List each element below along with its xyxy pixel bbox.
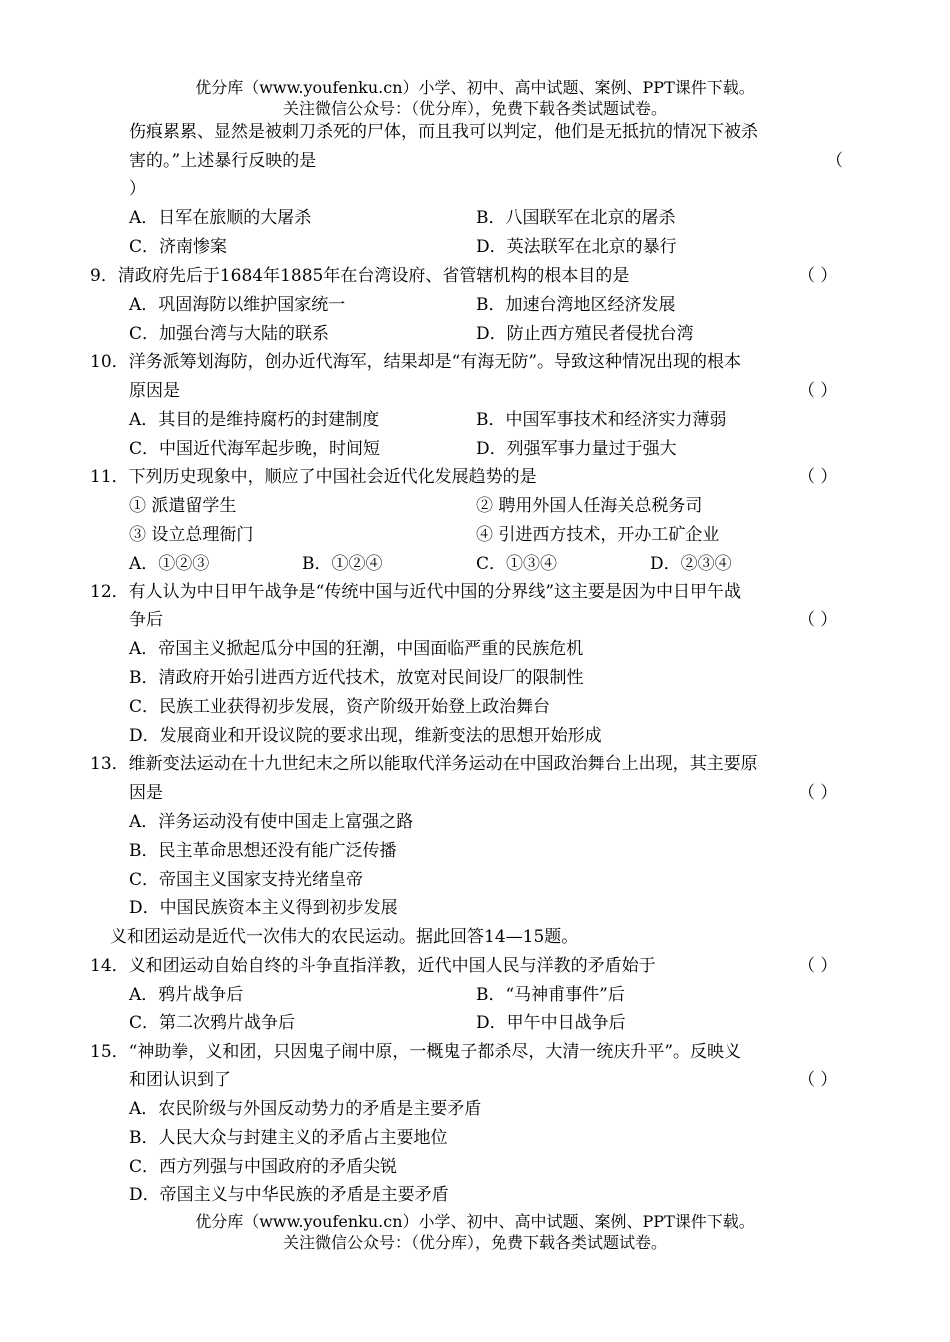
q11-item-1: ① 派遣留学生 bbox=[129, 496, 237, 516]
q15-answer-paren: （ ） bbox=[798, 1070, 838, 1090]
q8-stem-line-2: 害的。”上述暴行反映的是 bbox=[129, 151, 317, 171]
q12-option-b: B．清政府开始引进西方近代技术，放宽对民间设厂的限制性 bbox=[129, 668, 584, 688]
q14-stem: 14．义和团运动自始自终的斗争直指洋教，近代中国人民与洋教的矛盾始于 bbox=[90, 956, 656, 976]
q14-option-b: B．“马神甫事件”后 bbox=[476, 985, 625, 1005]
q14-option-a: A．鸦片战争后 bbox=[129, 985, 244, 1005]
q13-option-a: A．洋务运动没有使中国走上富强之路 bbox=[129, 812, 414, 832]
q11-answer-paren: （ ） bbox=[798, 467, 838, 487]
q13-option-b: B．民主革命思想还没有能广泛传播 bbox=[129, 841, 397, 861]
q11-option-d: D．②③④ bbox=[650, 554, 732, 574]
header-line-2: 关注微信公众号：（优分库），免费下载各类试题试卷。 bbox=[282, 99, 667, 118]
q11-item-4: ④ 引进西方技术，开办工矿企业 bbox=[476, 525, 720, 545]
q11-stem: 11．下列历史现象中，顺应了中国社会近代化发展趋势的是 bbox=[90, 467, 537, 487]
q8-option-b: B．八国联军在北京的屠杀 bbox=[476, 208, 676, 228]
q12-option-c: C．民族工业获得初步发展，资产阶级开始登上政治舞台 bbox=[129, 697, 551, 717]
q9-option-b: B．加速台湾地区经济发展 bbox=[476, 295, 676, 315]
q8-answer-paren-open: （ bbox=[826, 151, 843, 171]
q12-option-d: D．发展商业和开设议院的要求出现，维新变法的思想开始形成 bbox=[129, 726, 602, 746]
q13-option-d: D．中国民族资本主义得到初步发展 bbox=[129, 898, 398, 918]
q11-item-2: ② 聘用外国人任海关总税务司 bbox=[476, 496, 703, 516]
q9-option-c: C．加强台湾与大陆的联系 bbox=[129, 324, 330, 344]
q9-option-a: A．巩固海防以维护国家统一 bbox=[129, 295, 346, 315]
q13-answer-paren: （ ） bbox=[798, 783, 838, 803]
q13-option-c: C．帝国主义国家支持光绪皇帝 bbox=[129, 870, 364, 890]
q10-stem-line-1: 10．洋务派筹划海防，创办近代海军，结果却是“有海无防”。导致这种情况出现的根本 bbox=[90, 352, 742, 372]
q8-answer-paren-close: ） bbox=[129, 179, 146, 199]
q9-stem: 9．清政府先后于1684年1885年在台湾设府、省管辖机构的根本目的是 bbox=[90, 266, 630, 286]
header-line-1: 优分库（www.youfenku.cn）小学、初中、高中试题、案例、PPT课件下载。 bbox=[195, 78, 755, 97]
q8-option-a: A．日军在旅顺的大屠杀 bbox=[129, 208, 312, 228]
q14-answer-paren: （ ） bbox=[798, 956, 838, 976]
q13-stem-line-2: 因是 bbox=[129, 783, 163, 803]
q10-option-b: B．中国军事技术和经济实力薄弱 bbox=[476, 410, 727, 430]
q8-stem-line-1: 伤痕累累、显然是被刺刀杀死的尸体，而且我可以判定，他们是无抵抗的情况下被杀 bbox=[129, 122, 758, 142]
q10-stem-line-2: 原因是 bbox=[129, 381, 180, 401]
q15-option-d: D．帝国主义与中华民族的矛盾是主要矛盾 bbox=[129, 1185, 449, 1205]
q8-option-c: C．济南惨案 bbox=[129, 237, 228, 257]
q15-option-b: B．人民大众与封建主义的矛盾占主要地位 bbox=[129, 1128, 448, 1148]
footer-line-2: 关注微信公众号：（优分库），免费下载各类试题试卷。 bbox=[282, 1233, 667, 1252]
q10-option-a: A．其目的是维持腐朽的封建制度 bbox=[129, 410, 380, 430]
intro-text: 义和团运动是近代一次伟大的农民运动。据此回答14—15题。 bbox=[110, 927, 579, 947]
q11-option-a: A．①②③ bbox=[129, 554, 210, 574]
q14-option-c: C．第二次鸦片战争后 bbox=[129, 1013, 296, 1033]
q12-stem-line-2: 争后 bbox=[129, 610, 163, 630]
q12-option-a: A．帝国主义掀起瓜分中国的狂潮，中国面临严重的民族危机 bbox=[129, 639, 584, 659]
q9-option-d: D．防止西方殖民者侵扰台湾 bbox=[476, 324, 694, 344]
q10-answer-paren: （ ） bbox=[798, 381, 838, 401]
q15-option-a: A．农民阶级与外国反动势力的矛盾是主要矛盾 bbox=[129, 1099, 482, 1119]
q14-option-d: D．甲午中日战争后 bbox=[476, 1013, 626, 1033]
q8-option-d: D．英法联军在北京的暴行 bbox=[476, 237, 677, 257]
footer-line-1: 优分库（www.youfenku.cn）小学、初中、高中试题、案例、PPT课件下载。 bbox=[195, 1212, 755, 1231]
q15-stem-line-2: 和团认识到了 bbox=[129, 1070, 231, 1090]
q12-answer-paren: （ ） bbox=[798, 610, 838, 630]
q15-option-c: C．西方列强与中国政府的矛盾尖锐 bbox=[129, 1157, 398, 1177]
q12-stem-line-1: 12．有人认为中日甲午战争是“传统中国与近代中国的分界线”这主要是因为中日甲午战 bbox=[90, 582, 742, 602]
q13-stem-line-1: 13．维新变法运动在十九世纪末之所以能取代洋务运动在中国政治舞台上出现，其主要原 bbox=[90, 754, 758, 774]
q15-stem-line-1: 15．“神助拳，义和团，只因鬼子闹中原，一概鬼子都杀尽，大清一统庆升平”。反映义 bbox=[90, 1042, 742, 1062]
q10-option-c: C．中国近代海军起步晚，时间短 bbox=[129, 439, 381, 459]
q11-item-3: ③ 设立总理衙门 bbox=[129, 525, 254, 545]
q11-option-b: B．①②④ bbox=[302, 554, 383, 574]
q9-answer-paren: （ ） bbox=[798, 266, 838, 286]
q10-option-d: D．列强军事力量过于强大 bbox=[476, 439, 677, 459]
q11-option-c: C．①③④ bbox=[476, 554, 558, 574]
